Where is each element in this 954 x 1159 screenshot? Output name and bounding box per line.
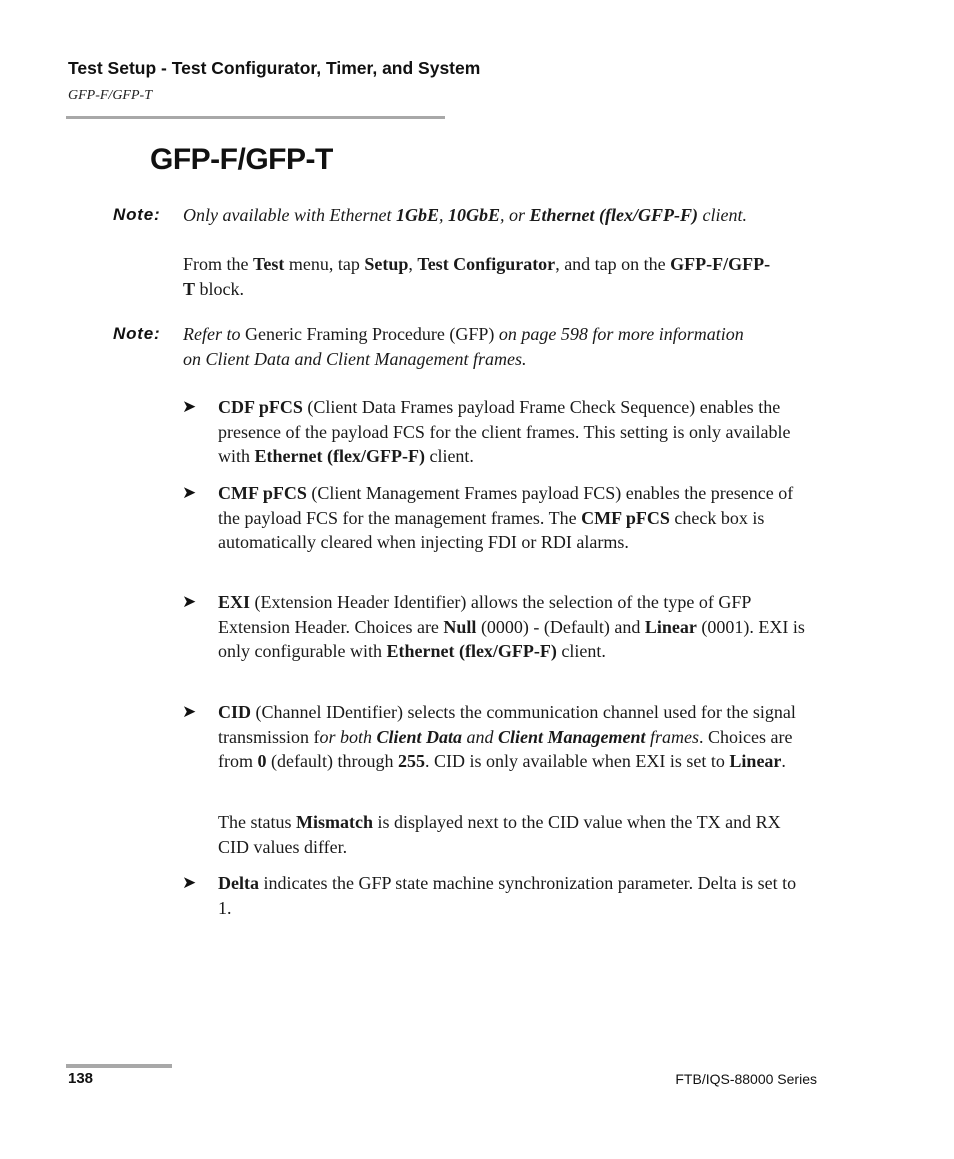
running-header-title: Test Setup - Test Configurator, Timer, and System [68,58,481,78]
bullet-arrow-icon: ➤ [182,483,197,502]
note-reference: Refer to Generic Framing Procedure (GFP) on page 598 for more information on Client Data and Client Management frames. [183,324,744,369]
bullet-arrow-icon: ➤ [182,592,197,611]
intro-paragraph: From the Test menu, tap Setup, Test Configurator, and tap on the GFP-F/GFP-T block. [183,254,771,299]
note-label: Note: [113,324,161,343]
header-divider [66,116,445,119]
running-header-subtitle: GFP-F/GFP-T [68,88,152,103]
list-item-cmf-pfcs: CMF pFCS (Client Management Frames payload FCS) enables the presence of the payload FCS for the management frames. The CMF pFCS check box is automatically cleared when injecting FDI or RDI alarms. [218,483,794,552]
product-series: FTB/IQS-88000 Series [675,1071,817,1087]
list-item-cid: CID (Channel IDentifier) selects the communication channel used for the signal transmission for both Client Data and Client Management frames. Choices are from 0 (default) through 255. CID is only available when EXI is set to Linear. [218,702,796,771]
cross-reference-link[interactable]: Generic Framing Procedure (GFP) [244,324,495,344]
note-availability: Only available with Ethernet 1GbE, 10GbE, or Ethernet (flex/GFP-F) client. [183,205,747,225]
list-item-delta: Delta indicates the GFP state machine synchronization parameter. Delta is set to 1. [218,873,797,918]
note-label: Note: [113,205,161,224]
cid-mismatch-paragraph: The status Mismatch is displayed next to the CID value when the TX and RX CID values differ. [218,812,781,857]
list-item-exi: EXI (Extension Header Identifier) allows the selection of the type of GFP Extension Header. Choices are Null (0000) - (Default) and Linear (0001). EXI is only configurable with Ethernet (flex/GFP-F) client. [218,592,805,661]
bullet-arrow-icon: ➤ [182,702,197,721]
footer-divider [66,1064,172,1068]
page-number: 138 [68,1070,94,1087]
bullet-arrow-icon: ➤ [182,397,197,416]
list-item-cdf-pfcs: CDF pFCS (Client Data Frames payload Frame Check Sequence) enables the presence of the payload FCS for the client frames. This setting is only available with Ethernet (flex/GFP-F) client. [218,397,791,466]
bullet-arrow-icon: ➤ [182,873,197,892]
section-heading: GFP-F/GFP-T [150,143,333,176]
